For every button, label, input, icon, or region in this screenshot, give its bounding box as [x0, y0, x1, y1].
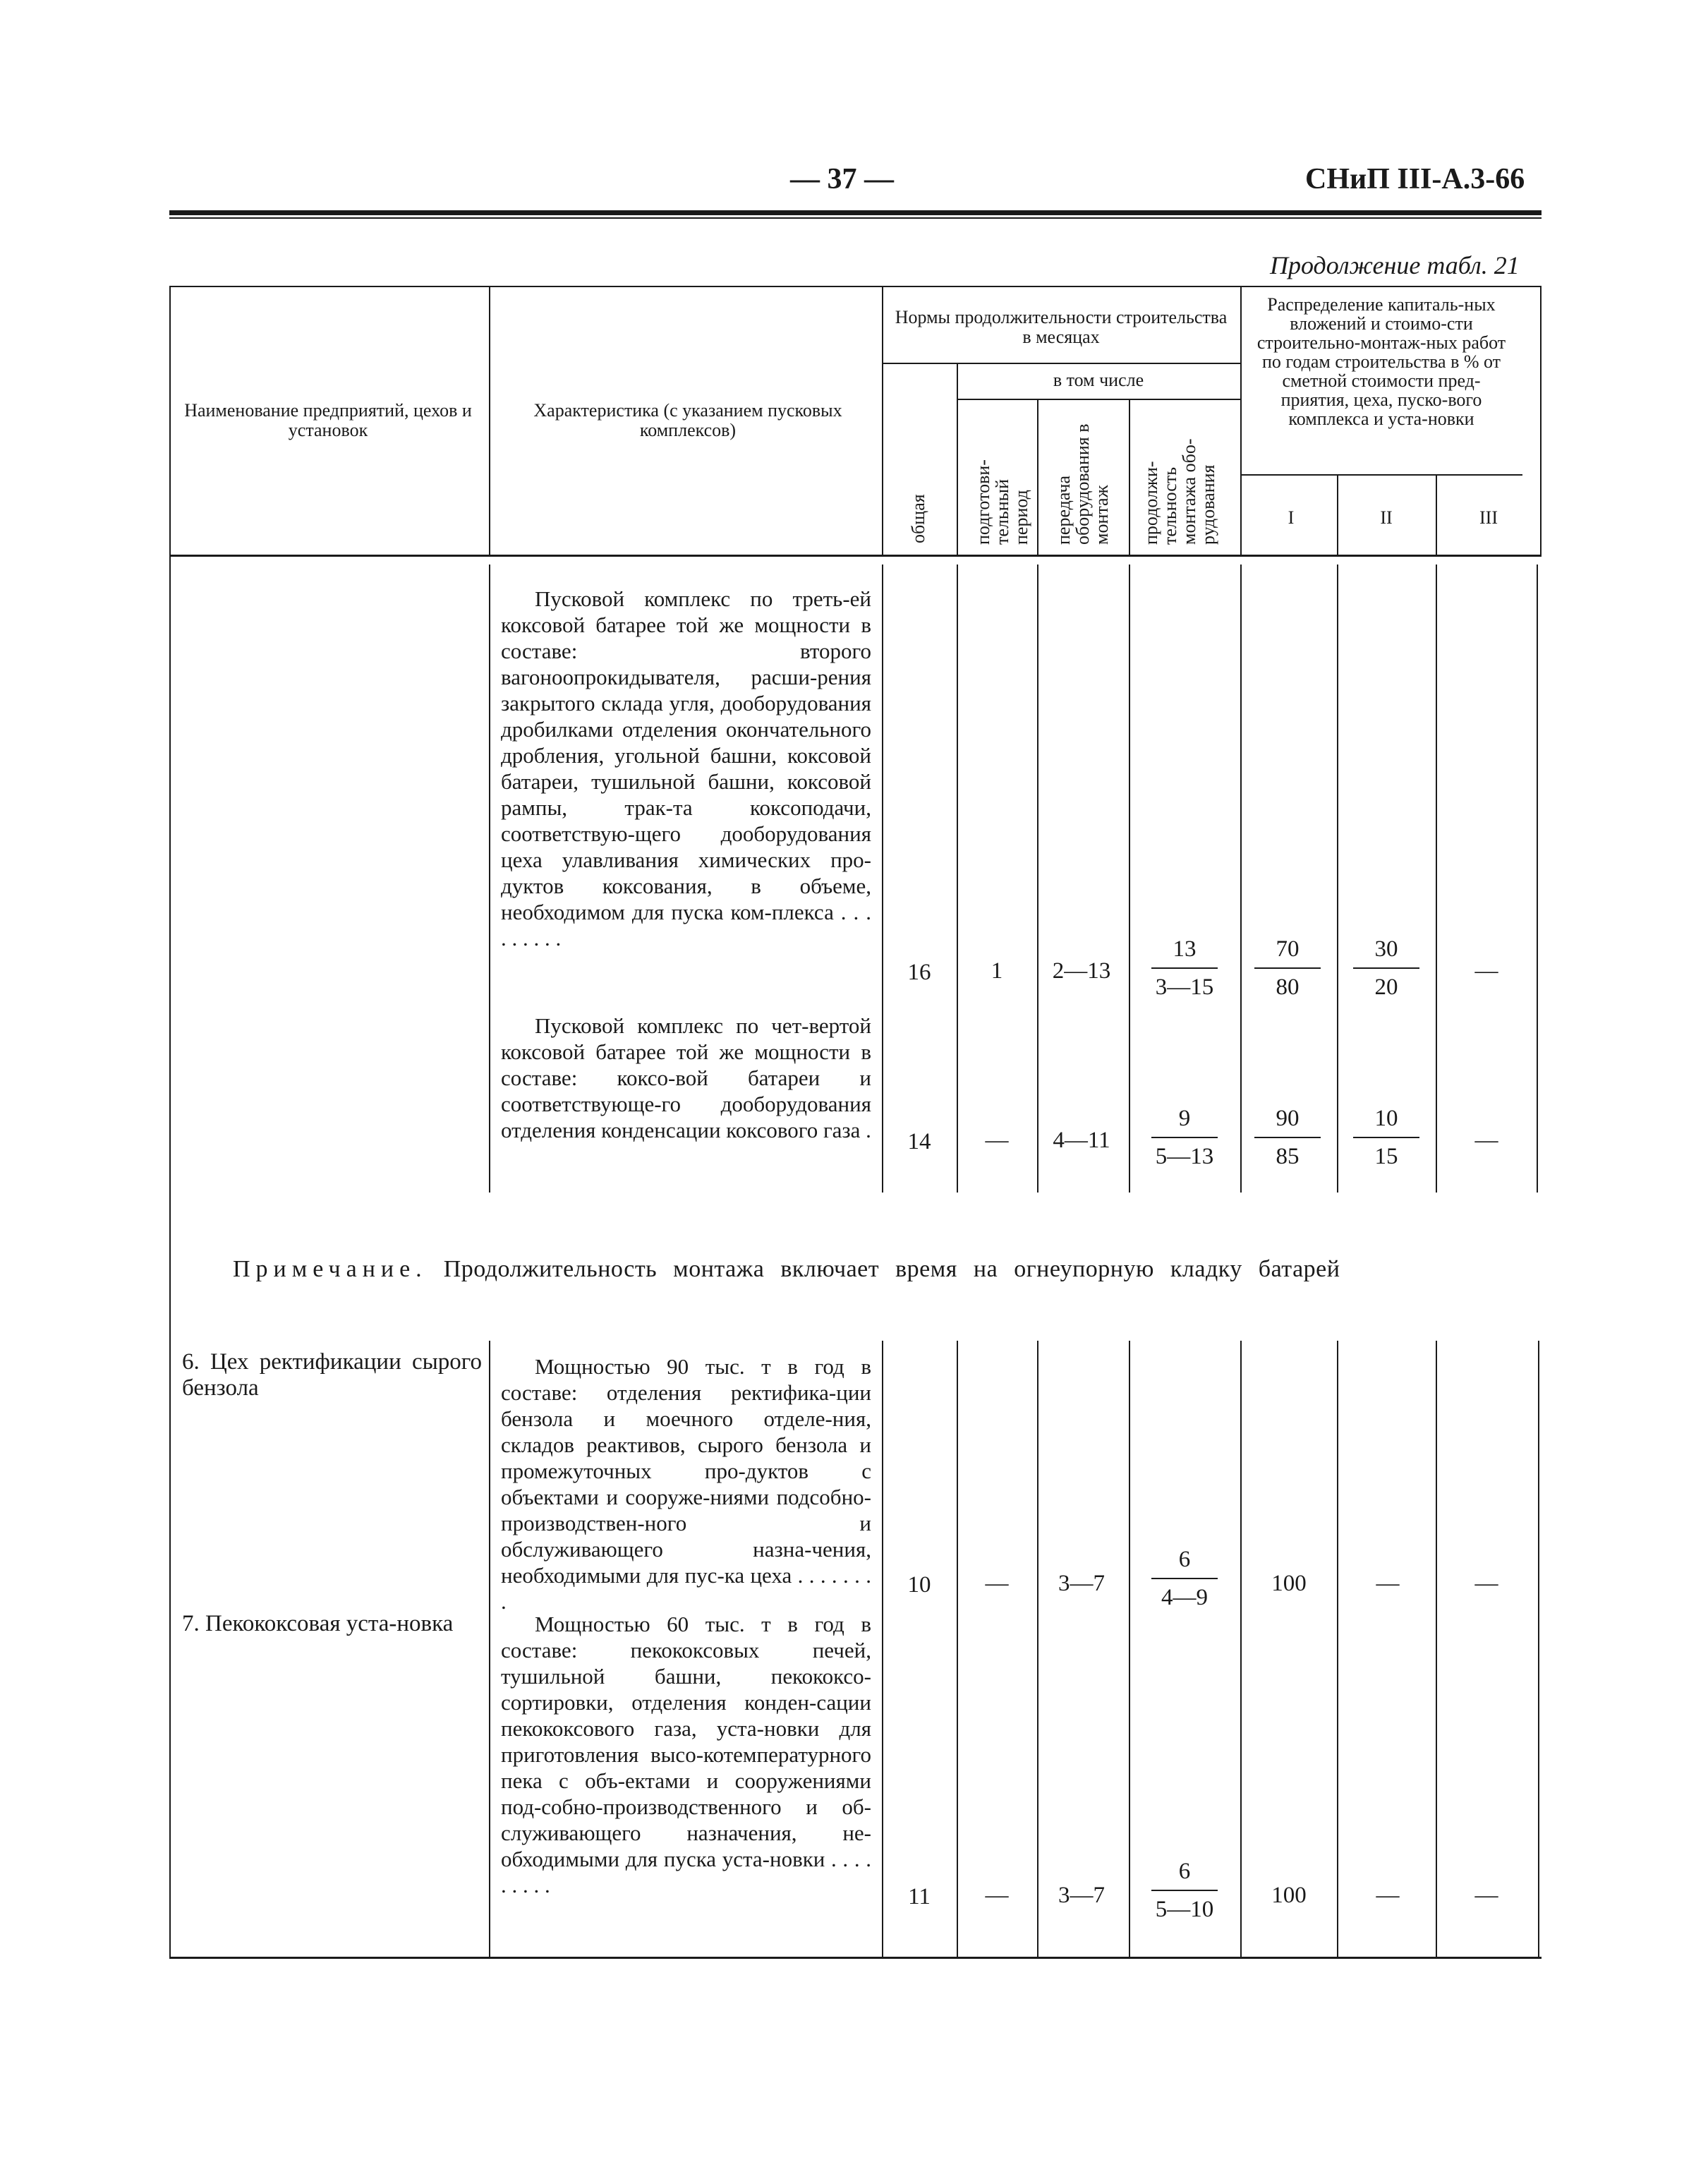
col-divider	[957, 565, 958, 1193]
row-year-3: —	[1474, 958, 1498, 984]
row-name: 7. Пекококсовая уста-новка	[182, 1611, 454, 1636]
row-prep: —	[985, 1571, 1009, 1596]
col-divider	[1240, 1341, 1242, 1958]
col-divider	[882, 565, 883, 1193]
header-rule-thin	[169, 217, 1542, 219]
col-divider	[957, 363, 958, 555]
note-text: Продолжительность монтажа включает время на огнеупорную кладку батарей	[443, 1256, 1340, 1282]
row-transfer: 4—11	[1053, 1128, 1110, 1153]
row-install: 9 5—13	[1139, 1104, 1230, 1171]
row-prep: 1	[991, 958, 1003, 984]
header-rule	[169, 210, 1542, 215]
col-divider	[1129, 565, 1130, 1193]
row-prep: —	[985, 1883, 1009, 1908]
col-divider	[1337, 474, 1338, 555]
col-divider	[489, 565, 490, 1193]
row-characteristic: Пусковой комплекс по треть-ей коксовой батарее той же мощности в составе: второго вагоноопрокидывателя, расши-рения закрытого склада угля, дооборудования дробилками отделения окончательного дробления, угольной башни, коксовой батареи, тушильной башни, коксовой рампы, трак-та коксоподачи, соответствую-щего дооборудования цеха улавливания химических про-дуктов коксования, в объеме, необходимом для пуска ком-плекса . . . . . . . . .	[501, 586, 871, 950]
row-year-3: —	[1474, 1883, 1498, 1908]
col-divider	[957, 1341, 958, 1958]
row-year-1: 70 80	[1242, 935, 1333, 1001]
header-including: в том числе	[1053, 370, 1144, 390]
row-year-2: 30 20	[1340, 935, 1432, 1001]
col-divider	[1240, 565, 1242, 1193]
row-year-2: —	[1376, 1883, 1400, 1908]
row-year-1: 90 85	[1242, 1104, 1333, 1171]
table-left-border	[169, 286, 171, 1958]
row-year-1: 100	[1271, 1571, 1307, 1596]
header-year-2: II	[1380, 507, 1393, 528]
row-year-3: —	[1474, 1571, 1498, 1596]
col-divider	[1337, 1341, 1338, 1958]
header-characteristic-column: Характеристика (с указанием пусковых комплексов)	[533, 400, 842, 440]
table-top-border	[169, 286, 1542, 287]
row-total: 16	[907, 960, 931, 985]
col-divider	[1129, 399, 1130, 555]
col-divider	[1037, 399, 1038, 555]
table-bottom-border	[169, 1957, 1542, 1959]
row-total: 14	[907, 1129, 931, 1154]
page-number: — 37 —	[790, 163, 894, 195]
including-rule	[957, 399, 1240, 400]
col-divider	[1436, 474, 1437, 555]
row-install: 6 4—9	[1139, 1545, 1230, 1612]
row-prep: —	[985, 1128, 1009, 1153]
row-install: 13 3—15	[1139, 935, 1230, 1001]
note-label: Примечание.	[233, 1256, 428, 1282]
table-right-border	[1538, 1341, 1539, 1958]
row-transfer: 3—7	[1058, 1883, 1105, 1908]
table-header-bottom-border	[169, 555, 1542, 557]
col-divider	[1337, 565, 1338, 1193]
header-prep-period: подготови-тельный период	[973, 459, 1031, 545]
header-name-column: Наименование предприятий, цехов и установок	[184, 400, 472, 440]
header-equipment-transfer: передача оборудования в монтаж	[1053, 423, 1112, 545]
col-divider	[1436, 1341, 1437, 1958]
row-year-1: 100	[1271, 1883, 1307, 1908]
col-divider	[1129, 1341, 1130, 1958]
table-right-border	[1540, 286, 1542, 555]
col-divider	[882, 286, 883, 555]
header-year-3: III	[1479, 507, 1498, 528]
row-install: 6 5—10	[1139, 1857, 1230, 1924]
header-distribution: Распределение капиталь-ных вложений и стоимо-сти строительно-монтаж-ных работ по годам строительства в % от сметной стоимости пред-приятия, цеха, пуско-вого комплекса и уста-новки	[1256, 294, 1506, 429]
row-characteristic: Мощностью 90 тыс. т в год в составе: отделения ректифика-ции бензола и моечного отделе-ния, складов реактивов, сырого бензола и промежуточных про-дуктов с объектами и сооруже-ниями подсобно-производствен-ного и обслуживающего назна-чения, необходимыми для пус-ка цеха . . . . . . . .	[501, 1354, 871, 1614]
col-divider	[1240, 286, 1242, 555]
header-install-duration: продолжи-тельность монтажа обо-рудования	[1141, 438, 1218, 545]
col-divider	[1037, 1341, 1038, 1958]
row-transfer: 2—13	[1052, 958, 1111, 984]
header-norms-group: Нормы продолжительности строительства в месяцах	[895, 307, 1228, 347]
col-divider	[882, 1341, 883, 1958]
row-characteristic: Пусковой комплекс по чет-вертой коксовой батарее той же мощности в составе: коксо-вой батареи и соответствующе-го дооборудования отделения конденсации коксового газа .	[501, 1013, 871, 1142]
col-divider	[489, 286, 490, 555]
table-continuation-label: Продолжение табл. 21	[1270, 251, 1520, 279]
row-year-2: —	[1376, 1571, 1400, 1596]
document-code: СНиП III-А.3-66	[1305, 163, 1525, 195]
header-total: общая	[908, 494, 928, 543]
row-transfer: 3—7	[1058, 1571, 1105, 1596]
row-total: 11	[908, 1884, 931, 1909]
row-year-2: 10 15	[1340, 1104, 1432, 1171]
header-year-1: I	[1288, 507, 1295, 528]
distribution-rule	[1240, 474, 1522, 476]
col-divider	[1537, 565, 1538, 1193]
table-note	[233, 1256, 1340, 1283]
col-divider	[1436, 565, 1437, 1193]
col-divider	[1037, 565, 1038, 1193]
row-characteristic: Мощностью 60 тыс. т в год в составе: пекококсовых печей, тушильной башни, пекококсо-сортировки, отделения конден-сации пекококсового газа, уста-новки для приготовления высо-котемпературного пека с объ-ектами и сооружениями под-собно-производственного и об-служивающего назначения, не-обходимыми для пуска уста-новки . . . . . . . . .	[501, 1612, 871, 1897]
row-year-3: —	[1474, 1128, 1498, 1153]
col-divider	[489, 1341, 490, 1958]
row-total: 10	[907, 1572, 931, 1598]
norms-group-rule	[882, 363, 1240, 364]
row-name: 6. Цех ректификации сырого бензола	[182, 1349, 482, 1401]
